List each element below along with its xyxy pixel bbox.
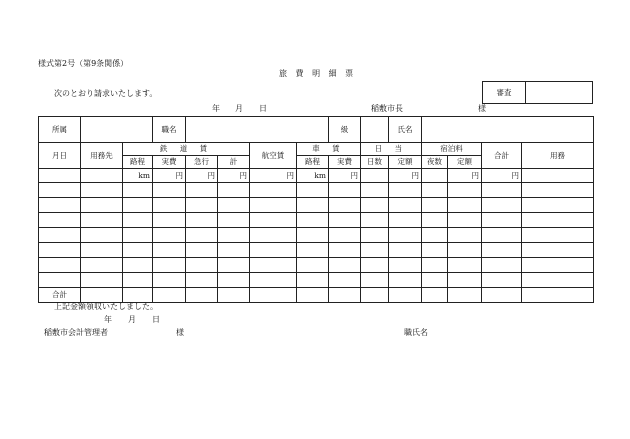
cell[interactable]: [39, 213, 81, 228]
cell[interactable]: [81, 243, 123, 258]
cell[interactable]: [81, 198, 123, 213]
cell[interactable]: [123, 213, 153, 228]
footer-date-year: 年: [104, 315, 112, 324]
cell[interactable]: [153, 183, 186, 198]
mayor-honorific: 様: [478, 104, 486, 113]
cell[interactable]: [81, 169, 123, 183]
cell[interactable]: [39, 183, 81, 198]
cell[interactable]: [389, 213, 422, 228]
cell[interactable]: [361, 213, 389, 228]
table-row: [39, 198, 594, 213]
cell[interactable]: [448, 198, 482, 213]
page-title: 旅 費 明 細 票: [279, 69, 357, 78]
cell[interactable]: [218, 258, 250, 273]
date-month: 月: [235, 104, 243, 113]
footer-date-month: 月: [128, 315, 136, 324]
cell[interactable]: [123, 243, 153, 258]
daily-allowance-header: 日 当: [361, 143, 422, 156]
cell[interactable]: [250, 243, 297, 258]
cell[interactable]: [522, 288, 594, 303]
cell[interactable]: [186, 243, 218, 258]
cell[interactable]: [297, 258, 329, 273]
cell[interactable]: [389, 258, 422, 273]
cell[interactable]: [482, 183, 522, 198]
cell[interactable]: [39, 273, 81, 288]
affiliation-field[interactable]: [81, 117, 153, 143]
expense-table: [38, 116, 594, 303]
table-row: [39, 273, 594, 288]
cell[interactable]: [361, 273, 389, 288]
cell[interactable]: [297, 228, 329, 243]
cell[interactable]: [81, 258, 123, 273]
cell[interactable]: [218, 228, 250, 243]
cell[interactable]: [186, 213, 218, 228]
cell[interactable]: [123, 288, 153, 303]
lodging-fixed-header: 定額: [448, 156, 482, 169]
unit-km[interactable]: km: [297, 169, 329, 183]
cell[interactable]: [522, 213, 594, 228]
cell[interactable]: [153, 258, 186, 273]
cell[interactable]: [448, 273, 482, 288]
cell[interactable]: [482, 198, 522, 213]
car-fare-header: 車 賃: [297, 143, 361, 156]
cell[interactable]: [123, 258, 153, 273]
footer-date-day: 日: [152, 315, 160, 324]
cell[interactable]: [448, 228, 482, 243]
job-title-label: 職名: [153, 117, 186, 143]
cell[interactable]: [123, 198, 153, 213]
cell[interactable]: [361, 258, 389, 273]
cell[interactable]: [482, 258, 522, 273]
request-text: 次のとおり請求いたします。: [54, 89, 158, 98]
job-title-field[interactable]: [186, 117, 329, 143]
date-day: 日: [259, 104, 267, 113]
cell[interactable]: [123, 183, 153, 198]
cell[interactable]: [329, 288, 361, 303]
cell[interactable]: [522, 273, 594, 288]
cell[interactable]: [297, 243, 329, 258]
date-column-header: 月日: [39, 143, 81, 169]
cell[interactable]: [389, 228, 422, 243]
cell[interactable]: [448, 288, 482, 303]
cell[interactable]: [329, 258, 361, 273]
cell[interactable]: [297, 198, 329, 213]
cell[interactable]: [186, 183, 218, 198]
table-row: [39, 183, 594, 198]
table-row: [39, 169, 594, 183]
cell[interactable]: [250, 228, 297, 243]
cell[interactable]: [153, 213, 186, 228]
name-field[interactable]: [422, 117, 594, 143]
affiliation-label: 所属: [39, 117, 81, 143]
cell[interactable]: [329, 273, 361, 288]
cell[interactable]: [389, 243, 422, 258]
cell[interactable]: [218, 213, 250, 228]
cell[interactable]: [522, 183, 594, 198]
cell[interactable]: [39, 198, 81, 213]
cell[interactable]: [361, 183, 389, 198]
name-label: 氏名: [389, 117, 422, 143]
cell[interactable]: [522, 169, 594, 183]
cell[interactable]: [329, 198, 361, 213]
cell[interactable]: [39, 228, 81, 243]
received-text: 上記金額領収いたしました。: [54, 302, 158, 311]
lodging-header: 宿泊料: [422, 143, 482, 156]
cell[interactable]: [482, 213, 522, 228]
unit-yen[interactable]: 円: [482, 169, 522, 183]
cell[interactable]: [361, 288, 389, 303]
unit-yen[interactable]: 円: [389, 169, 422, 183]
grade-label: 級: [329, 117, 361, 143]
cell[interactable]: [218, 198, 250, 213]
cell[interactable]: [448, 258, 482, 273]
cell[interactable]: [422, 288, 448, 303]
cell[interactable]: [81, 228, 123, 243]
cell[interactable]: [361, 169, 389, 183]
sum-header: 合計: [482, 143, 522, 169]
cell[interactable]: [250, 198, 297, 213]
accountant-label: 稲敷市会計管理者: [44, 328, 108, 337]
date-year: 年: [212, 104, 220, 113]
accountant-honorific: 様: [176, 328, 184, 337]
cell[interactable]: [123, 228, 153, 243]
cell[interactable]: [218, 183, 250, 198]
cell[interactable]: [250, 213, 297, 228]
total-label: 合計: [39, 288, 81, 303]
cell[interactable]: [448, 183, 482, 198]
car-actual-header: 実費: [329, 156, 361, 169]
cell[interactable]: [39, 243, 81, 258]
cell[interactable]: [422, 213, 448, 228]
cell[interactable]: [297, 288, 329, 303]
unit-yen[interactable]: 円: [153, 169, 186, 183]
signature-label: 職氏名: [404, 328, 428, 337]
cell[interactable]: [389, 288, 422, 303]
header-row-info: [39, 117, 594, 143]
cell[interactable]: [389, 273, 422, 288]
shinsa-box: [482, 81, 593, 104]
cell[interactable]: [153, 273, 186, 288]
cell[interactable]: [250, 183, 297, 198]
total-row: [39, 288, 594, 303]
cell[interactable]: [482, 288, 522, 303]
cell[interactable]: [186, 288, 218, 303]
cell[interactable]: [422, 183, 448, 198]
shinsa-stamp-field[interactable]: [526, 82, 593, 104]
cell[interactable]: [422, 169, 448, 183]
cell[interactable]: [522, 228, 594, 243]
cell[interactable]: [422, 273, 448, 288]
form-number: 様式第2号（第9条関係）: [38, 59, 129, 68]
cell[interactable]: [81, 288, 123, 303]
cell[interactable]: [218, 288, 250, 303]
unit-yen[interactable]: 円: [250, 169, 297, 183]
header-row-groups: [39, 143, 594, 156]
unit-yen[interactable]: 円: [186, 169, 218, 183]
cell[interactable]: [361, 198, 389, 213]
cell[interactable]: [448, 213, 482, 228]
cell[interactable]: [329, 228, 361, 243]
cell[interactable]: [522, 198, 594, 213]
car-distance-header: 路程: [297, 156, 329, 169]
cell[interactable]: [81, 273, 123, 288]
cell[interactable]: [422, 198, 448, 213]
cell[interactable]: [123, 273, 153, 288]
cell[interactable]: [218, 243, 250, 258]
cell[interactable]: [422, 228, 448, 243]
daily-days-header: 日数: [361, 156, 389, 169]
cell[interactable]: [522, 243, 594, 258]
cell[interactable]: [81, 213, 123, 228]
cell[interactable]: [297, 213, 329, 228]
cell[interactable]: [522, 258, 594, 273]
cell[interactable]: [153, 198, 186, 213]
mayor-label: 稲敷市長: [371, 104, 403, 113]
table-row: [39, 213, 594, 228]
purpose-header: 用務: [522, 143, 594, 169]
destination-column-header: 用務先: [81, 143, 123, 169]
cell[interactable]: [482, 243, 522, 258]
grade-field[interactable]: [361, 117, 389, 143]
rail-total-header: 計: [218, 156, 250, 169]
rail-distance-header: 路程: [123, 156, 153, 169]
cell[interactable]: [186, 273, 218, 288]
unit-yen[interactable]: 円: [218, 169, 250, 183]
cell[interactable]: [482, 273, 522, 288]
cell[interactable]: [250, 258, 297, 273]
table-row: [39, 258, 594, 273]
cell[interactable]: [186, 228, 218, 243]
cell[interactable]: [153, 288, 186, 303]
cell[interactable]: [153, 243, 186, 258]
cell[interactable]: [250, 273, 297, 288]
cell[interactable]: [329, 183, 361, 198]
rail-express-header: 急行: [186, 156, 218, 169]
cell[interactable]: [39, 169, 81, 183]
cell[interactable]: [297, 273, 329, 288]
daily-fixed-header: 定額: [389, 156, 422, 169]
cell[interactable]: [361, 228, 389, 243]
cell[interactable]: [153, 228, 186, 243]
cell[interactable]: [297, 183, 329, 198]
lodging-nights-header: 夜数: [422, 156, 448, 169]
cell[interactable]: [186, 258, 218, 273]
unit-yen[interactable]: 円: [448, 169, 482, 183]
cell[interactable]: [81, 183, 123, 198]
cell[interactable]: [361, 243, 389, 258]
cell[interactable]: [329, 243, 361, 258]
shinsa-label: 審査: [483, 82, 526, 104]
table-row: [39, 228, 594, 243]
airfare-header: 航空賃: [250, 143, 297, 169]
cell[interactable]: [218, 273, 250, 288]
cell[interactable]: [482, 228, 522, 243]
cell[interactable]: [389, 183, 422, 198]
cell[interactable]: [448, 243, 482, 258]
cell[interactable]: [186, 198, 218, 213]
unit-yen[interactable]: 円: [329, 169, 361, 183]
cell[interactable]: [329, 213, 361, 228]
cell[interactable]: [389, 198, 422, 213]
cell[interactable]: [250, 288, 297, 303]
cell[interactable]: [422, 243, 448, 258]
cell[interactable]: [422, 258, 448, 273]
unit-km[interactable]: km: [123, 169, 153, 183]
table-row: [39, 243, 594, 258]
rail-actual-header: 実費: [153, 156, 186, 169]
cell[interactable]: [39, 258, 81, 273]
rail-fare-header: 鉄 道 賃: [123, 143, 250, 156]
